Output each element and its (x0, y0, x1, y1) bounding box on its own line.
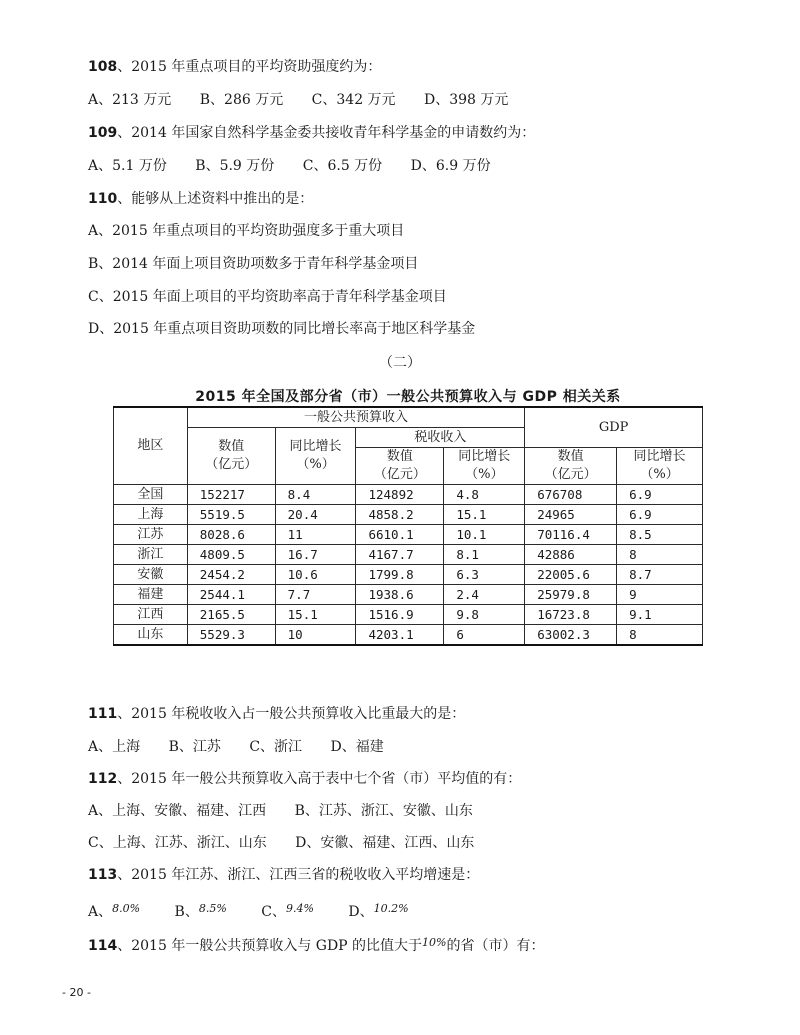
value-cell: 9.1 (617, 605, 703, 625)
value-cell: 15.1 (444, 505, 525, 525)
question-108 (88, 58, 381, 76)
value-cell: 9 (617, 585, 703, 605)
question-108-options (88, 91, 508, 109)
value-cell: 6.9 (617, 505, 703, 525)
option-a[interactable]: A、5.1 万份 (88, 158, 167, 174)
value-cell: 8.4 (275, 485, 356, 505)
question-110 (88, 190, 313, 208)
value-cell: 8.7 (617, 565, 703, 585)
value-cell: 6.9 (617, 485, 703, 505)
question-number: 113 (88, 867, 118, 883)
value-cell: 1938.6 (356, 585, 444, 605)
option-c[interactable] (261, 900, 314, 921)
value-cell: 8 (617, 625, 703, 646)
header-tax-value (356, 448, 444, 485)
table-row (114, 565, 703, 585)
header-value (187, 428, 275, 485)
table-row (114, 625, 703, 646)
question-111 (88, 705, 465, 723)
question-112-options-cd (88, 834, 474, 852)
question-text: 、2015 年重点项目的平均资助强度约为： (117, 59, 382, 75)
question-number: 112 (88, 771, 118, 787)
table-row (114, 605, 703, 625)
option-c[interactable]: C、浙江 (249, 739, 303, 755)
value-cell: 4.8 (444, 485, 525, 505)
header-value-line2: （亿元） (205, 457, 258, 472)
option-a[interactable]: A、上海 (88, 739, 141, 755)
question-number: 108 (88, 59, 118, 75)
value-cell: 10.6 (275, 565, 356, 585)
question-112-options-ab (88, 802, 473, 820)
question-114 (88, 934, 545, 955)
question-111-options (88, 738, 384, 756)
option-value: 10.2% (373, 902, 409, 915)
question-text: 、能够从上述资料中推出的是： (117, 191, 314, 207)
question-number: 114 (88, 938, 118, 954)
value-cell: 20.4 (275, 505, 356, 525)
option-b[interactable] (175, 900, 227, 921)
section-label: （二） (379, 355, 421, 371)
value-cell: 4203.1 (356, 625, 444, 646)
question-109-options (88, 157, 491, 175)
option-b[interactable]: B、江苏、浙江、安徽、山东 (294, 803, 473, 819)
region-cell: 上海 (114, 505, 188, 525)
value-cell: 124892 (356, 485, 444, 505)
value-cell: 8028.6 (187, 525, 275, 545)
region-cell: 福建 (114, 585, 188, 605)
value-cell: 7.7 (275, 585, 356, 605)
question-text-after: 的省（市）有： (446, 938, 545, 954)
question-113-options (88, 900, 409, 921)
value-cell: 2.4 (444, 585, 525, 605)
header-tax: 税收收入 (356, 428, 525, 448)
option-d[interactable]: D、6.9 万份 (410, 158, 491, 174)
value-cell: 2454.2 (187, 565, 275, 585)
table-row (114, 585, 703, 605)
value-cell: 63002.3 (525, 625, 617, 646)
value-cell: 4809.5 (187, 545, 275, 565)
table-row (114, 485, 703, 505)
value-cell: 6610.1 (356, 525, 444, 545)
question-text: 、2015 年江苏、浙江、江西三省的税收收入平均增速是： (117, 867, 480, 883)
header-region: 地区 (114, 407, 188, 485)
table-row (114, 525, 703, 545)
header-gdp-growth (617, 448, 703, 485)
data-table (113, 406, 703, 646)
value-cell: 4858.2 (356, 505, 444, 525)
question-number: 110 (88, 191, 118, 207)
option-c[interactable]: C、342 万元 (311, 92, 396, 108)
option-b[interactable]: B、2014 年面上项目资助项数多于青年科学基金项目 (88, 256, 419, 272)
question-text: 、2015 年税收收入占一般公共预算收入比重最大的是： (117, 706, 466, 722)
header-value-line1: 数值 (557, 449, 584, 464)
header-tax-growth (444, 448, 525, 485)
question-112 (88, 770, 521, 788)
option-a[interactable]: A、213 万元 (88, 92, 172, 108)
question-109 (88, 124, 535, 142)
value-cell: 8.5 (617, 525, 703, 545)
header-growth (275, 428, 356, 485)
table-row (114, 545, 703, 565)
option-value: 8.0% (112, 902, 141, 915)
value-cell: 42886 (525, 545, 617, 565)
value-cell: 11 (275, 525, 356, 545)
value-cell: 5529.3 (187, 625, 275, 646)
value-cell: 152217 (187, 485, 275, 505)
table-row (114, 505, 703, 525)
option-value: 9.4% (285, 902, 314, 915)
option-d[interactable]: D、398 万元 (424, 92, 509, 108)
question-text: 、2014 年国家自然科学基金委共接收青年科学基金的申请数约为： (117, 125, 536, 141)
value-cell: 5519.5 (187, 505, 275, 525)
value-cell: 4167.7 (356, 545, 444, 565)
value-cell: 1516.9 (356, 605, 444, 625)
question-text-before: 、2015 年一般公共预算收入与 GDP 的比值大于 (117, 938, 423, 954)
option-letter: C、 (261, 904, 286, 920)
region-cell: 江西 (114, 605, 188, 625)
region-cell: 全国 (114, 485, 188, 505)
option-letter: D、 (348, 904, 374, 920)
value-cell: 15.1 (275, 605, 356, 625)
header-gdp: GDP (525, 407, 703, 448)
value-cell: 16723.8 (525, 605, 617, 625)
region-cell: 安徽 (114, 565, 188, 585)
header-growth-line2: （%） (296, 457, 335, 472)
option-d[interactable] (348, 900, 408, 921)
question-number: 111 (88, 706, 118, 722)
table-title: 2015 年全国及部分省（市）一般公共预算收入与 GDP 相关关系 (195, 389, 621, 405)
page-number: - 20 - (62, 986, 91, 999)
header-value-line1: 数值 (218, 439, 245, 454)
value-cell: 2544.1 (187, 585, 275, 605)
header-growth-line1: 同比增长 (458, 449, 511, 464)
header-growth-line2: （%） (465, 467, 504, 482)
value-cell: 16.7 (275, 545, 356, 565)
region-cell: 江苏 (114, 525, 188, 545)
value-cell: 70116.4 (525, 525, 617, 545)
header-budget: 一般公共预算收入 (187, 407, 524, 428)
value-cell: 9.8 (444, 605, 525, 625)
option-b[interactable]: B、5.9 万份 (195, 158, 275, 174)
value-cell: 2165.5 (187, 605, 275, 625)
header-growth-line2: （%） (640, 467, 679, 482)
question-number: 109 (88, 125, 118, 141)
question-value: 10% (422, 936, 447, 949)
option-c[interactable]: C、2015 年面上项目的平均资助率高于青年科学基金项目 (88, 289, 447, 305)
header-growth-line1: 同比增长 (633, 449, 686, 464)
value-cell: 10 (275, 625, 356, 646)
value-cell: 25979.8 (525, 585, 617, 605)
option-letter: A、 (88, 904, 113, 920)
value-cell: 24965 (525, 505, 617, 525)
option-c[interactable]: C、6.5 万份 (302, 158, 383, 174)
value-cell: 6.3 (444, 565, 525, 585)
header-gdp-value (525, 448, 617, 485)
option-letter: B、 (174, 904, 199, 920)
value-cell: 6 (444, 625, 525, 646)
option-value: 8.5% (198, 902, 227, 915)
option-c[interactable]: C、上海、江苏、浙江、山东 (88, 835, 267, 851)
question-text: 、2015 年一般公共预算收入高于表中七个省（市）平均值的有： (117, 771, 522, 787)
option-a[interactable] (88, 900, 140, 921)
value-cell: 8 (617, 545, 703, 565)
value-cell: 1799.8 (356, 565, 444, 585)
option-b[interactable]: B、江苏 (168, 739, 221, 755)
region-cell: 山东 (114, 625, 188, 646)
option-a[interactable]: A、2015 年重点项目的平均资助强度多于重大项目 (88, 223, 405, 239)
option-d[interactable]: D、2015 年重点项目资助项数的同比增长率高于地区科学基金 (88, 321, 476, 337)
option-b[interactable]: B、286 万元 (199, 92, 284, 108)
region-cell: 浙江 (114, 545, 188, 565)
header-value-line1: 数值 (386, 449, 413, 464)
option-d[interactable]: D、福建 (330, 739, 384, 755)
value-cell: 10.1 (444, 525, 525, 545)
header-value-line2: （亿元） (544, 467, 597, 482)
header-value-line2: （亿元） (373, 467, 426, 482)
value-cell: 8.1 (444, 545, 525, 565)
question-113 (88, 866, 479, 884)
header-growth-line1: 同比增长 (289, 439, 342, 454)
value-cell: 676708 (525, 485, 617, 505)
option-a[interactable]: A、上海、安徽、福建、江西 (88, 803, 267, 819)
option-d[interactable]: D、安徽、福建、江西、山东 (295, 835, 475, 851)
value-cell: 22005.6 (525, 565, 617, 585)
